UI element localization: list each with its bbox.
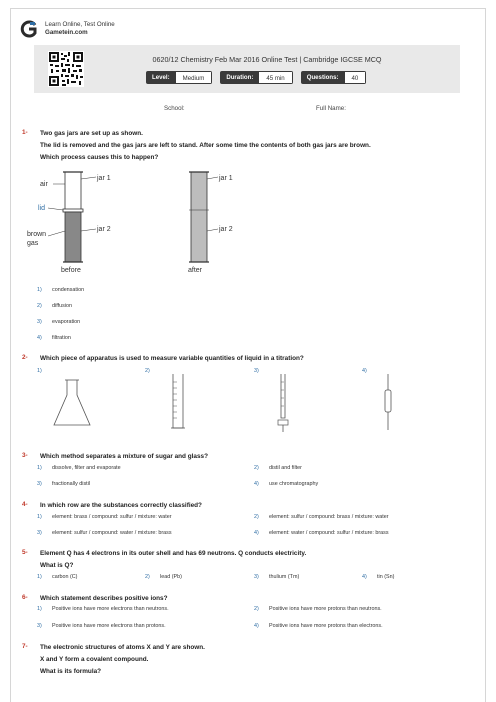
before-label: before bbox=[61, 267, 81, 274]
jar2-label: jar 2 bbox=[97, 226, 111, 233]
duration-label: Duration: bbox=[220, 71, 259, 84]
test-meta bbox=[146, 71, 366, 84]
question-number: 2- bbox=[22, 354, 28, 361]
answer-option-2[interactable]: 2) bbox=[145, 368, 150, 374]
answer-option[interactable]: 1) element: brass / compound: sulfur / mixture: water bbox=[37, 514, 172, 520]
answer-option[interactable]: 3) fractionally distil bbox=[37, 481, 91, 487]
pipette-icon bbox=[378, 372, 398, 432]
answer-option[interactable]: 3) Positive ions have more electrons than protons. bbox=[37, 623, 166, 629]
question-number: 7- bbox=[22, 643, 28, 650]
question-number: 5- bbox=[22, 549, 28, 556]
brand-site-link[interactable]: Gametein.com bbox=[45, 29, 88, 36]
answer-option[interactable]: 4) Positive ions have more protons than electrons. bbox=[254, 623, 383, 629]
measuring-cylinder-icon bbox=[168, 372, 188, 432]
answer-option[interactable]: 4) element: water / compound: sulfur / mixture: brass bbox=[254, 530, 389, 536]
question-text: Element Q has 4 electrons in its outer shell and has 69 neutrons. Q conducts electricity. bbox=[40, 550, 307, 557]
question-text: What is Q? bbox=[40, 562, 74, 569]
brown-gas-label-line1: brown bbox=[27, 231, 47, 238]
question-text: In which row are the substances correctly classified? bbox=[40, 502, 202, 509]
question-text: The electronic structures of atoms X and Y are shown. bbox=[40, 644, 205, 651]
question-text: Which process causes this to happen? bbox=[40, 154, 159, 161]
jar1-after-label: jar 1 bbox=[219, 175, 233, 182]
brand bbox=[19, 19, 115, 39]
school-field-label: School: bbox=[164, 105, 185, 112]
answer-option[interactable]: 2) diffusion bbox=[37, 303, 72, 309]
level-value: Medium bbox=[176, 71, 213, 84]
answer-option[interactable]: 2) Positive ions have more protons than neutrons. bbox=[254, 606, 382, 612]
question-text: Two gas jars are set up as shown. bbox=[40, 130, 143, 137]
questions-value: 40 bbox=[345, 71, 367, 84]
brand-tagline: Learn Online, Test Online bbox=[45, 20, 115, 28]
answer-option[interactable]: 4) filtration bbox=[37, 335, 71, 341]
question-number: 6- bbox=[22, 594, 28, 601]
answer-option[interactable]: 2) element: sulfur / compound: brass / mixture: water bbox=[254, 514, 389, 520]
answer-option[interactable]: 1) Positive ions have more electrons than neutrons. bbox=[37, 606, 169, 612]
question-number: 1- bbox=[22, 129, 28, 136]
answer-option-4[interactable]: 4) bbox=[362, 368, 367, 374]
questions-label: Questions: bbox=[301, 71, 345, 84]
level-label: Level: bbox=[146, 71, 176, 84]
answer-option[interactable]: 3) evaporation bbox=[37, 319, 81, 325]
full-name-field-label: Full Name: bbox=[316, 105, 346, 112]
question-number: 3- bbox=[22, 452, 28, 459]
answer-option[interactable]: 2) distil and filter bbox=[254, 465, 302, 471]
test-title: 0620/12 Chemistry Feb Mar 2016 Online Test | Cambridge IGCSE MCQ bbox=[152, 55, 382, 64]
level-pill bbox=[146, 71, 212, 84]
answer-option-3[interactable]: 3) bbox=[254, 368, 259, 374]
answer-option[interactable]: 2) lead (Pb) bbox=[145, 574, 182, 580]
answer-option[interactable]: 4) tin (Sn) bbox=[362, 574, 395, 580]
answer-option[interactable]: 3) element: sulfur / compound: water / mixture: brass bbox=[37, 530, 172, 536]
question-text: X and Y form a covalent compound. bbox=[40, 656, 149, 663]
conical-flask-icon bbox=[50, 375, 95, 430]
answer-option[interactable]: 1) carbon (C) bbox=[37, 574, 78, 580]
answer-option[interactable]: 3) thulium (Tm) bbox=[254, 574, 300, 580]
brown-gas-label-line2: gas bbox=[27, 240, 39, 247]
questions-pill bbox=[301, 71, 367, 84]
question-number: 4- bbox=[22, 501, 28, 508]
duration-value: 45 min bbox=[259, 71, 292, 84]
duration-pill bbox=[220, 71, 292, 84]
gametein-logo-icon bbox=[19, 19, 39, 39]
question-text: Which method separates a mixture of sugar and glass? bbox=[40, 453, 208, 460]
gas-jars-diagram bbox=[20, 167, 280, 279]
burette-icon bbox=[273, 372, 293, 434]
jar2-after-label: jar 2 bbox=[219, 226, 233, 233]
test-header bbox=[34, 45, 460, 93]
lid-label: lid bbox=[38, 205, 46, 212]
jar1-label: jar 1 bbox=[97, 175, 111, 182]
question-text: The lid is removed and the gas jars are left to stand. After some time the contents of both gas jars are brown. bbox=[40, 142, 371, 149]
question-text: Which piece of apparatus is used to measure variable quantities of liquid in a titration? bbox=[40, 355, 304, 362]
air-label: air bbox=[40, 181, 48, 188]
question-text: Which statement describes positive ions? bbox=[40, 595, 168, 602]
answer-option[interactable]: 1) dissolve, filter and evaporate bbox=[37, 465, 121, 471]
after-label: after bbox=[188, 267, 203, 274]
answer-option-1[interactable]: 1) bbox=[37, 368, 42, 374]
answer-option[interactable]: 1) condensation bbox=[37, 287, 85, 293]
answer-option[interactable]: 4) use chromatography bbox=[254, 481, 319, 487]
question-text: What is its formula? bbox=[40, 668, 102, 675]
